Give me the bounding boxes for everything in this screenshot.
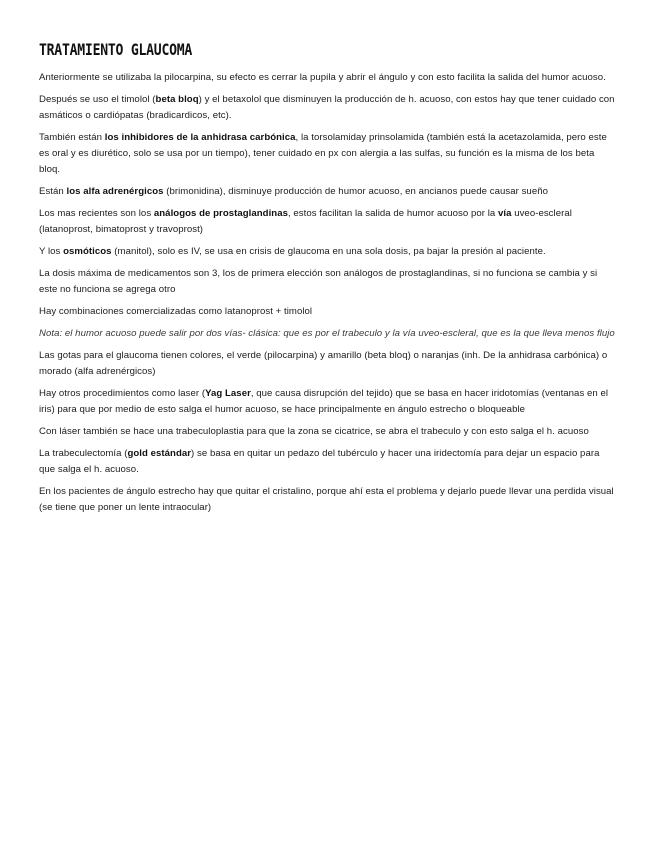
- text-run: Anteriormente se utilizaba la pilocarpina, su efecto es cerrar la pupila y abrir el ángulo y con esto facilita la salida del humor acuoso.: [39, 72, 606, 83]
- paragraph: [39, 484, 615, 516]
- text-run: Hay combinaciones comercializadas como latanoprost + timolol: [39, 306, 313, 317]
- bold-term: análogos de prostaglandinas: [153, 208, 288, 219]
- paragraph: [39, 424, 615, 440]
- paragraph: [39, 130, 615, 178]
- text-run: Las gotas para el glaucoma tienen colores, el verde (pilocarpina) y amarillo (beta bloq) o naranjas (inh. De la anhidrasa carbónica) o morado (alfa adrenérgicos): [39, 350, 608, 377]
- paragraph: [39, 304, 615, 320]
- bold-term: los alfa adrenérgicos: [66, 186, 164, 197]
- text-run: La dosis máxima de medicamentos son 3, los de primera elección son análogos de prostaglandinas, si no funciona se cambia y si este no funciona se agrega otro: [39, 268, 598, 295]
- paragraph: [39, 348, 615, 380]
- bold-term: beta bloq: [155, 94, 199, 105]
- paragraph: [39, 266, 615, 298]
- bold-term: los inhibidores de la anhidrasa carbónica: [104, 132, 296, 143]
- text-run: Hay otros procedimientos como laser (: [39, 388, 206, 399]
- text-run: Nota: el humor acuoso puede salir por dos vías- clásica: que es por el trabeculo y la vía uveo-escleral, que es la que lleva menos flujo: [39, 328, 615, 339]
- text-run: También están: [39, 132, 105, 143]
- paragraph: [39, 70, 615, 86]
- paragraph: [39, 446, 615, 478]
- text-run: La trabeculectomía (: [39, 448, 128, 459]
- text-run: Con láser también se hace una trabeculoplastia para que la zona se cicatrice, se abra el trabeculo y con esto salga el h. acuoso: [39, 426, 589, 437]
- document-title: TRATAMIENTO GLAUCOMA: [39, 40, 193, 59]
- text-run: Están: [39, 186, 67, 197]
- text-run: , la torsolamiday prinsolamida (también está la acetazolamida, pero este es oral y es diurético, solo se usa por un tiempo), tener cuidado en px con alergia a las sulfas, su función es la misma de los beta bloq.: [39, 132, 607, 175]
- text-run: Después se uso el timolol (: [39, 94, 156, 105]
- paragraph: [39, 184, 615, 200]
- text-run: ) se basa en quitar un pedazo del tubérculo y hacer una iridectomía para dejar un espacio para que salga el h. acuoso.: [39, 448, 600, 475]
- document-body: [39, 70, 615, 516]
- text-run: Y los: [39, 246, 64, 257]
- text-run: (brimonidina), disminuye producción de humor acuoso, en ancianos puede causar sueño: [163, 186, 548, 197]
- paragraph: [39, 92, 615, 124]
- text-run: uveo-escleral (latanoprost, bimatoprost y travoprost): [39, 208, 572, 235]
- bold-term: osmóticos: [63, 246, 112, 257]
- text-run: , estos facilitan la salida de humor acuoso por la: [287, 208, 498, 219]
- paragraph: [39, 206, 615, 238]
- text-run: ) y el betaxolol que disminuyen la producción de h. acuoso, con estos hay que tener cuidado con asmáticos o cardiópatas (bradicardicos, etc).: [39, 94, 615, 121]
- bold-term: gold estándar: [127, 448, 192, 459]
- text-run: (manitol), solo es IV, se usa en crisis de glaucoma en una sola dosis, pa bajar la presión al paciente.: [111, 246, 546, 257]
- text-run: Los mas recientes son los: [39, 208, 154, 219]
- paragraph: [39, 386, 615, 418]
- bold-term: vía: [497, 208, 512, 219]
- note-paragraph: [39, 326, 615, 342]
- paragraph: [39, 244, 615, 260]
- text-run: En los pacientes de ángulo estrecho hay que quitar el cristalino, porque ahí esta el problema y dejarlo puede llevar una perdida visual (se tiene que poner un lente intraocular): [39, 486, 614, 513]
- bold-term: Yag Laser: [205, 388, 251, 399]
- text-run: , que causa disrupción del tejido) que se basa en hacer iridotomías (ventanas en el iris) para que por medio de esto salga el humor acuoso, se hace principalmente en ángulo estrecho o bloqueable: [39, 388, 609, 415]
